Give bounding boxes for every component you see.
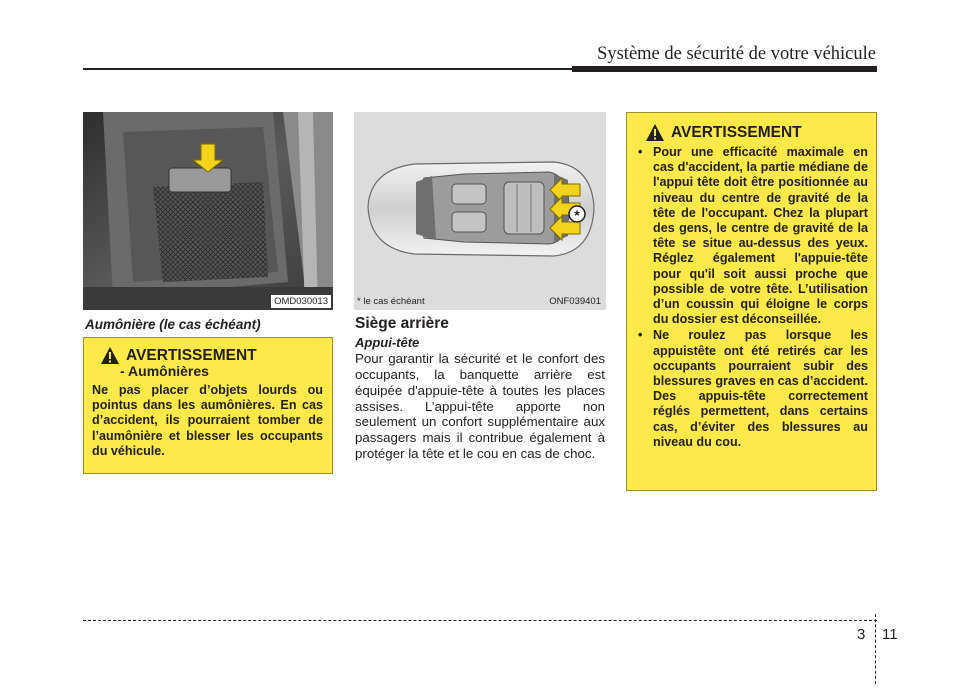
warning-box-pockets (83, 337, 333, 474)
warning-title: AVERTISSEMENT (126, 346, 257, 364)
warning-subtitle: - Aumônières (120, 363, 209, 379)
photo-code: OMD030013 (271, 295, 331, 308)
page-number: 11 (882, 626, 898, 643)
optional-note: * le cas échéant (357, 296, 425, 307)
warning-list-item: • Ne roulez pas lorsque les appuistête ont été retirés car les occupants pourraient subir des blessures graves en cas d’accident. Des appuis-tête correctement réglés permettent, dans certains cas, d’éviter des blessures au niveau du cou. (633, 328, 868, 450)
warning-list-item: • Pour une efficacité maximale en cas d'accident, la partie médiane de l'appui tête doit être positionnée au niveau du centre de gravité de la tête de l'occupant. Chez la plupart des gens, le centre de gravité de la tête se situe au-dessus des yeux. Réglez également l'appuie-tête pour qu'il soit aussi proche que possible de votre tête. L’utilisation d’un coussin qui éloigne le corps du dossier est déconseillée. (633, 145, 868, 327)
seatback-pocket-illustration (83, 112, 333, 310)
asterisk-marker-icon (569, 206, 585, 223)
car-top-view-illustration (354, 112, 606, 310)
page-number-separator (875, 614, 876, 684)
warning-icon (645, 123, 665, 142)
warning-body: Ne pas placer d’objets lourds ou pointus dans les aumônières. En cas d’accident, ils pourraient tomber de l’aumônière et blesser les occupants du véhicule. (92, 383, 323, 458)
header-rule-accent (572, 66, 877, 72)
footer-rule (83, 620, 877, 621)
chapter-number: 3 (857, 626, 866, 643)
header-title: Système de sécurité de votre véhicule (597, 44, 876, 64)
seatback-pocket-photo (83, 112, 333, 310)
warning-list (633, 145, 868, 450)
subsection-title: Appui-tête (355, 335, 420, 350)
rear-seat-headrest-diagram (354, 112, 606, 310)
warning-icon (100, 346, 120, 365)
section-body: Pour garantir la sécurité et le confort des occupants, la banquette arrière est équipée d'appuie-tête à toutes les places assises. L’appui-tête apporte non seulement un confort supplémentaire aux passagers mais il contribue également à protéger la tête et le cou en cas de choc. (355, 351, 605, 462)
warning-box-headrest (626, 112, 877, 491)
warning-title: AVERTISSEMENT (671, 123, 802, 141)
svg-text:*: * (574, 207, 580, 223)
photo-caption: Aumônière (le cas échéant) (85, 317, 261, 332)
section-title: Siège arrière (355, 315, 449, 332)
photo-code: ONF039401 (549, 296, 601, 307)
